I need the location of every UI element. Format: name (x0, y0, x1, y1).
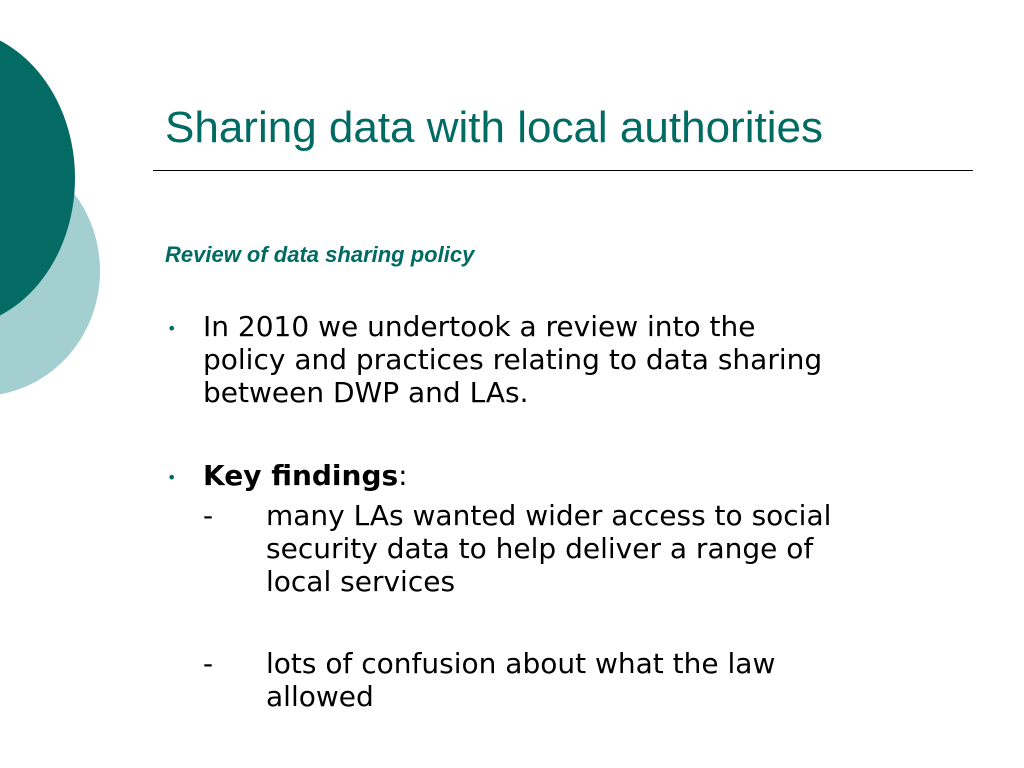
bullet-marker: • (167, 319, 177, 338)
bullet-marker: • (167, 468, 177, 487)
sub-item-line: many LAs wanted wider access to social (266, 499, 832, 532)
sub-item-line: local services (266, 565, 456, 598)
slide-title: Sharing data with local authorities (165, 103, 823, 152)
slide-subtitle: Review of data sharing policy (165, 242, 475, 267)
bullet-line: In 2010 we undertook a review into the (203, 310, 756, 343)
bullet-line: policy and practices relating to data sharing (203, 343, 823, 376)
key-findings-heading: Key findings (203, 459, 399, 492)
bullet-line: between DWP and LAs. (203, 376, 529, 409)
sub-item-wider-access (266, 499, 831, 598)
sub-item-line: lots of confusion about what the law (266, 647, 776, 680)
sub-item-dash: - (203, 499, 214, 532)
sub-item-line: security data to help deliver a range of (266, 532, 814, 565)
bullet-item-review (203, 310, 983, 409)
key-findings-colon: : (398, 459, 408, 492)
sub-item-confusion (266, 647, 775, 713)
sub-item-line: allowed (266, 680, 374, 713)
title-divider (153, 170, 973, 171)
bullet-item-key-findings (203, 459, 408, 492)
sub-item-dash: - (203, 647, 214, 680)
